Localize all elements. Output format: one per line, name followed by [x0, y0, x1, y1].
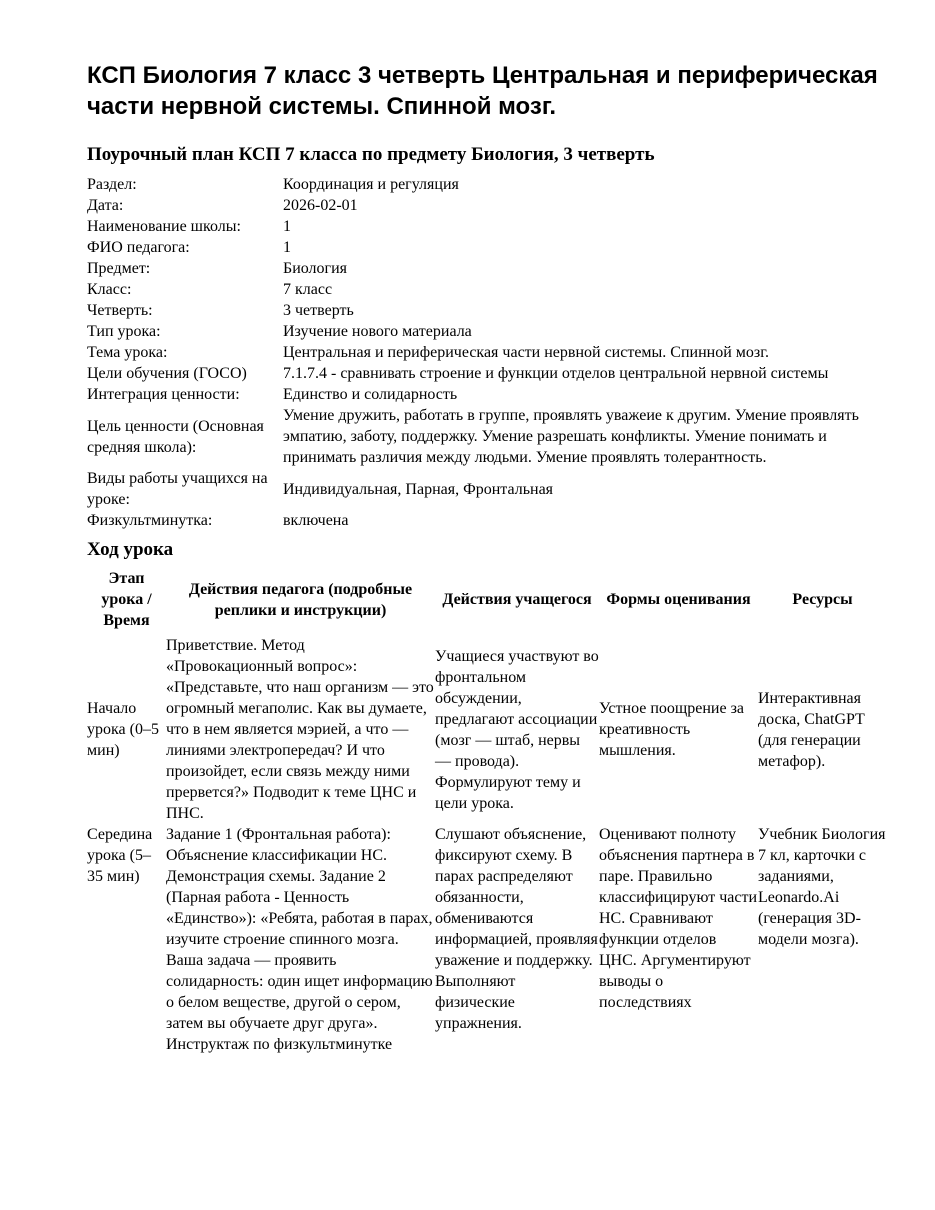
- cell-stage: Середина урока (5–35 мин): [87, 826, 153, 885]
- info-label: Цель ценности (Основная средняя школа):: [87, 417, 264, 456]
- info-label: Виды работы учащихся на уроке:: [87, 470, 268, 508]
- info-label: ФИО педагога:: [87, 239, 190, 256]
- info-row-teacher: [87, 237, 887, 258]
- info-row-school: [87, 216, 887, 237]
- plan-row-middle: [87, 824, 887, 1055]
- lesson-plan-table: [87, 568, 887, 1055]
- lesson-info-table: [87, 174, 887, 531]
- document-title: КСП Биология 7 класс 3 четверть Центральная и периферическая части нервной системы. Спинной мозг.: [87, 62, 878, 120]
- document-subtitle: Поурочный план КСП 7 класса по предмету Биология, 3 четверть: [87, 144, 655, 165]
- info-label: Интеграция ценности:: [87, 386, 240, 403]
- info-value: 7 класс: [283, 281, 333, 298]
- info-row-goals: [87, 363, 887, 384]
- header-resources: Ресурсы: [792, 591, 853, 608]
- document-page: [87, 60, 887, 1055]
- info-row-value-goal: [87, 405, 887, 468]
- header-students: Действия учащегося: [442, 591, 592, 608]
- info-row-subject: [87, 258, 887, 279]
- info-row-exercise: [87, 510, 887, 531]
- info-row-work-types: [87, 468, 887, 510]
- info-value: 7.1.7.4 - сравнивать строение и функции отделов центральной нервной системы: [283, 365, 829, 382]
- header-stage: Этап урока / Время: [101, 570, 152, 629]
- info-label: Тема урока:: [87, 344, 168, 361]
- info-value: Умение дружить, работать в группе, проявлять уважеие к другим. Умение проявлять эмпатию, заботу, поддержку. Умение разрешать конфликты. Умение понимать и принимать различия между людьми. Умение проявлять толерантность.: [283, 407, 859, 466]
- header-assessment: Формы оценивания: [606, 591, 751, 608]
- cell-resources: Учебник Биология 7 кл, карточки с заданиями, Leonardo.Ai (генерация 3D-модели мозга).: [758, 826, 886, 948]
- plan-header-row: [87, 568, 887, 635]
- info-row-section: [87, 174, 887, 195]
- info-value: Биология: [283, 260, 348, 277]
- info-label: Наименование школы:: [87, 218, 241, 235]
- info-value: Изучение нового материала: [283, 323, 472, 340]
- info-row-topic: [87, 342, 887, 363]
- info-value: 2026-02-01: [283, 197, 358, 214]
- cell-teacher: Приветствие. Метод «Провокационный вопрос»: «Представьте, что наш организм — это огромный мегаполис. Как вы думаете, что в нем является мэрией, а что — линиями электропередач? И что произойдет, если связь между ними прервется?» Подводит к теме ЦНС и ПНС.: [166, 637, 434, 822]
- info-row-quarter: [87, 300, 887, 321]
- info-value: Координация и регуляция: [283, 176, 459, 193]
- header-teacher: Действия педагога (подробные реплики и инструкции): [188, 580, 413, 619]
- info-label: Цели обучения (ГОСО): [87, 365, 247, 382]
- cell-students: Слушают объяснение, фиксируют схему. В парах распределяют обязанности, обмениваются информацией, проявляя уважение и поддержку. Выполняют физические упражнения.: [435, 826, 598, 1032]
- lesson-flow-heading: Ход урока: [87, 539, 174, 560]
- info-value: 1: [283, 239, 291, 256]
- info-label: Класс:: [87, 281, 132, 298]
- info-label: Физкультминутка:: [87, 512, 213, 529]
- info-label: Четверть:: [87, 302, 153, 319]
- info-value: 1: [283, 218, 291, 235]
- info-row-date: [87, 195, 887, 216]
- info-row-grade: [87, 279, 887, 300]
- info-value: 3 четверть: [283, 302, 354, 319]
- cell-assessment: Устное поощрение за креативность мышления.: [599, 700, 744, 759]
- cell-stage: Начало урока (0–5 мин): [87, 700, 159, 759]
- plan-row-start: [87, 635, 887, 824]
- cell-teacher: Задание 1 (Фронтальная работа): Объяснение классификации НС. Демонстрация схемы. Задание 2 (Парная работа - Ценность «Единство»): «Ребята, работая в парах, изучите строение спинного мозга. Ваша задача — проявить солидарность: один ищет информацию о белом веществе, другой о сером, затем вы обучаете друг друга». Инструктаж по физкультминутке: [166, 826, 433, 1053]
- cell-students: Учащиеся участвуют во фронтальном обсуждении, предлагают ассоциации (мозг — штаб, нервы — провода). Формулируют тему и цели урока.: [435, 647, 599, 812]
- info-row-value: [87, 384, 887, 405]
- info-label: Дата:: [87, 197, 124, 214]
- info-row-lesson-type: [87, 321, 887, 342]
- info-value: Центральная и периферическая части нервной системы. Спинной мозг.: [283, 344, 769, 361]
- cell-resources: Интерактивная доска, ChatGPT (для генерации метафор).: [758, 689, 865, 770]
- cell-assessment: Оценивают полноту объяснения партнера в паре. Правильно классифицируют части НС. Сравнивают функции отделов ЦНС. Аргументируют выводы о последствиях: [599, 826, 758, 1011]
- info-value: включена: [283, 512, 349, 529]
- info-value: Единство и солидарность: [283, 386, 458, 403]
- info-label: Раздел:: [87, 176, 137, 193]
- info-label: Тип урока:: [87, 323, 161, 340]
- info-value: Индивидуальная, Парная, Фронтальная: [283, 480, 554, 498]
- info-label: Предмет:: [87, 260, 151, 277]
